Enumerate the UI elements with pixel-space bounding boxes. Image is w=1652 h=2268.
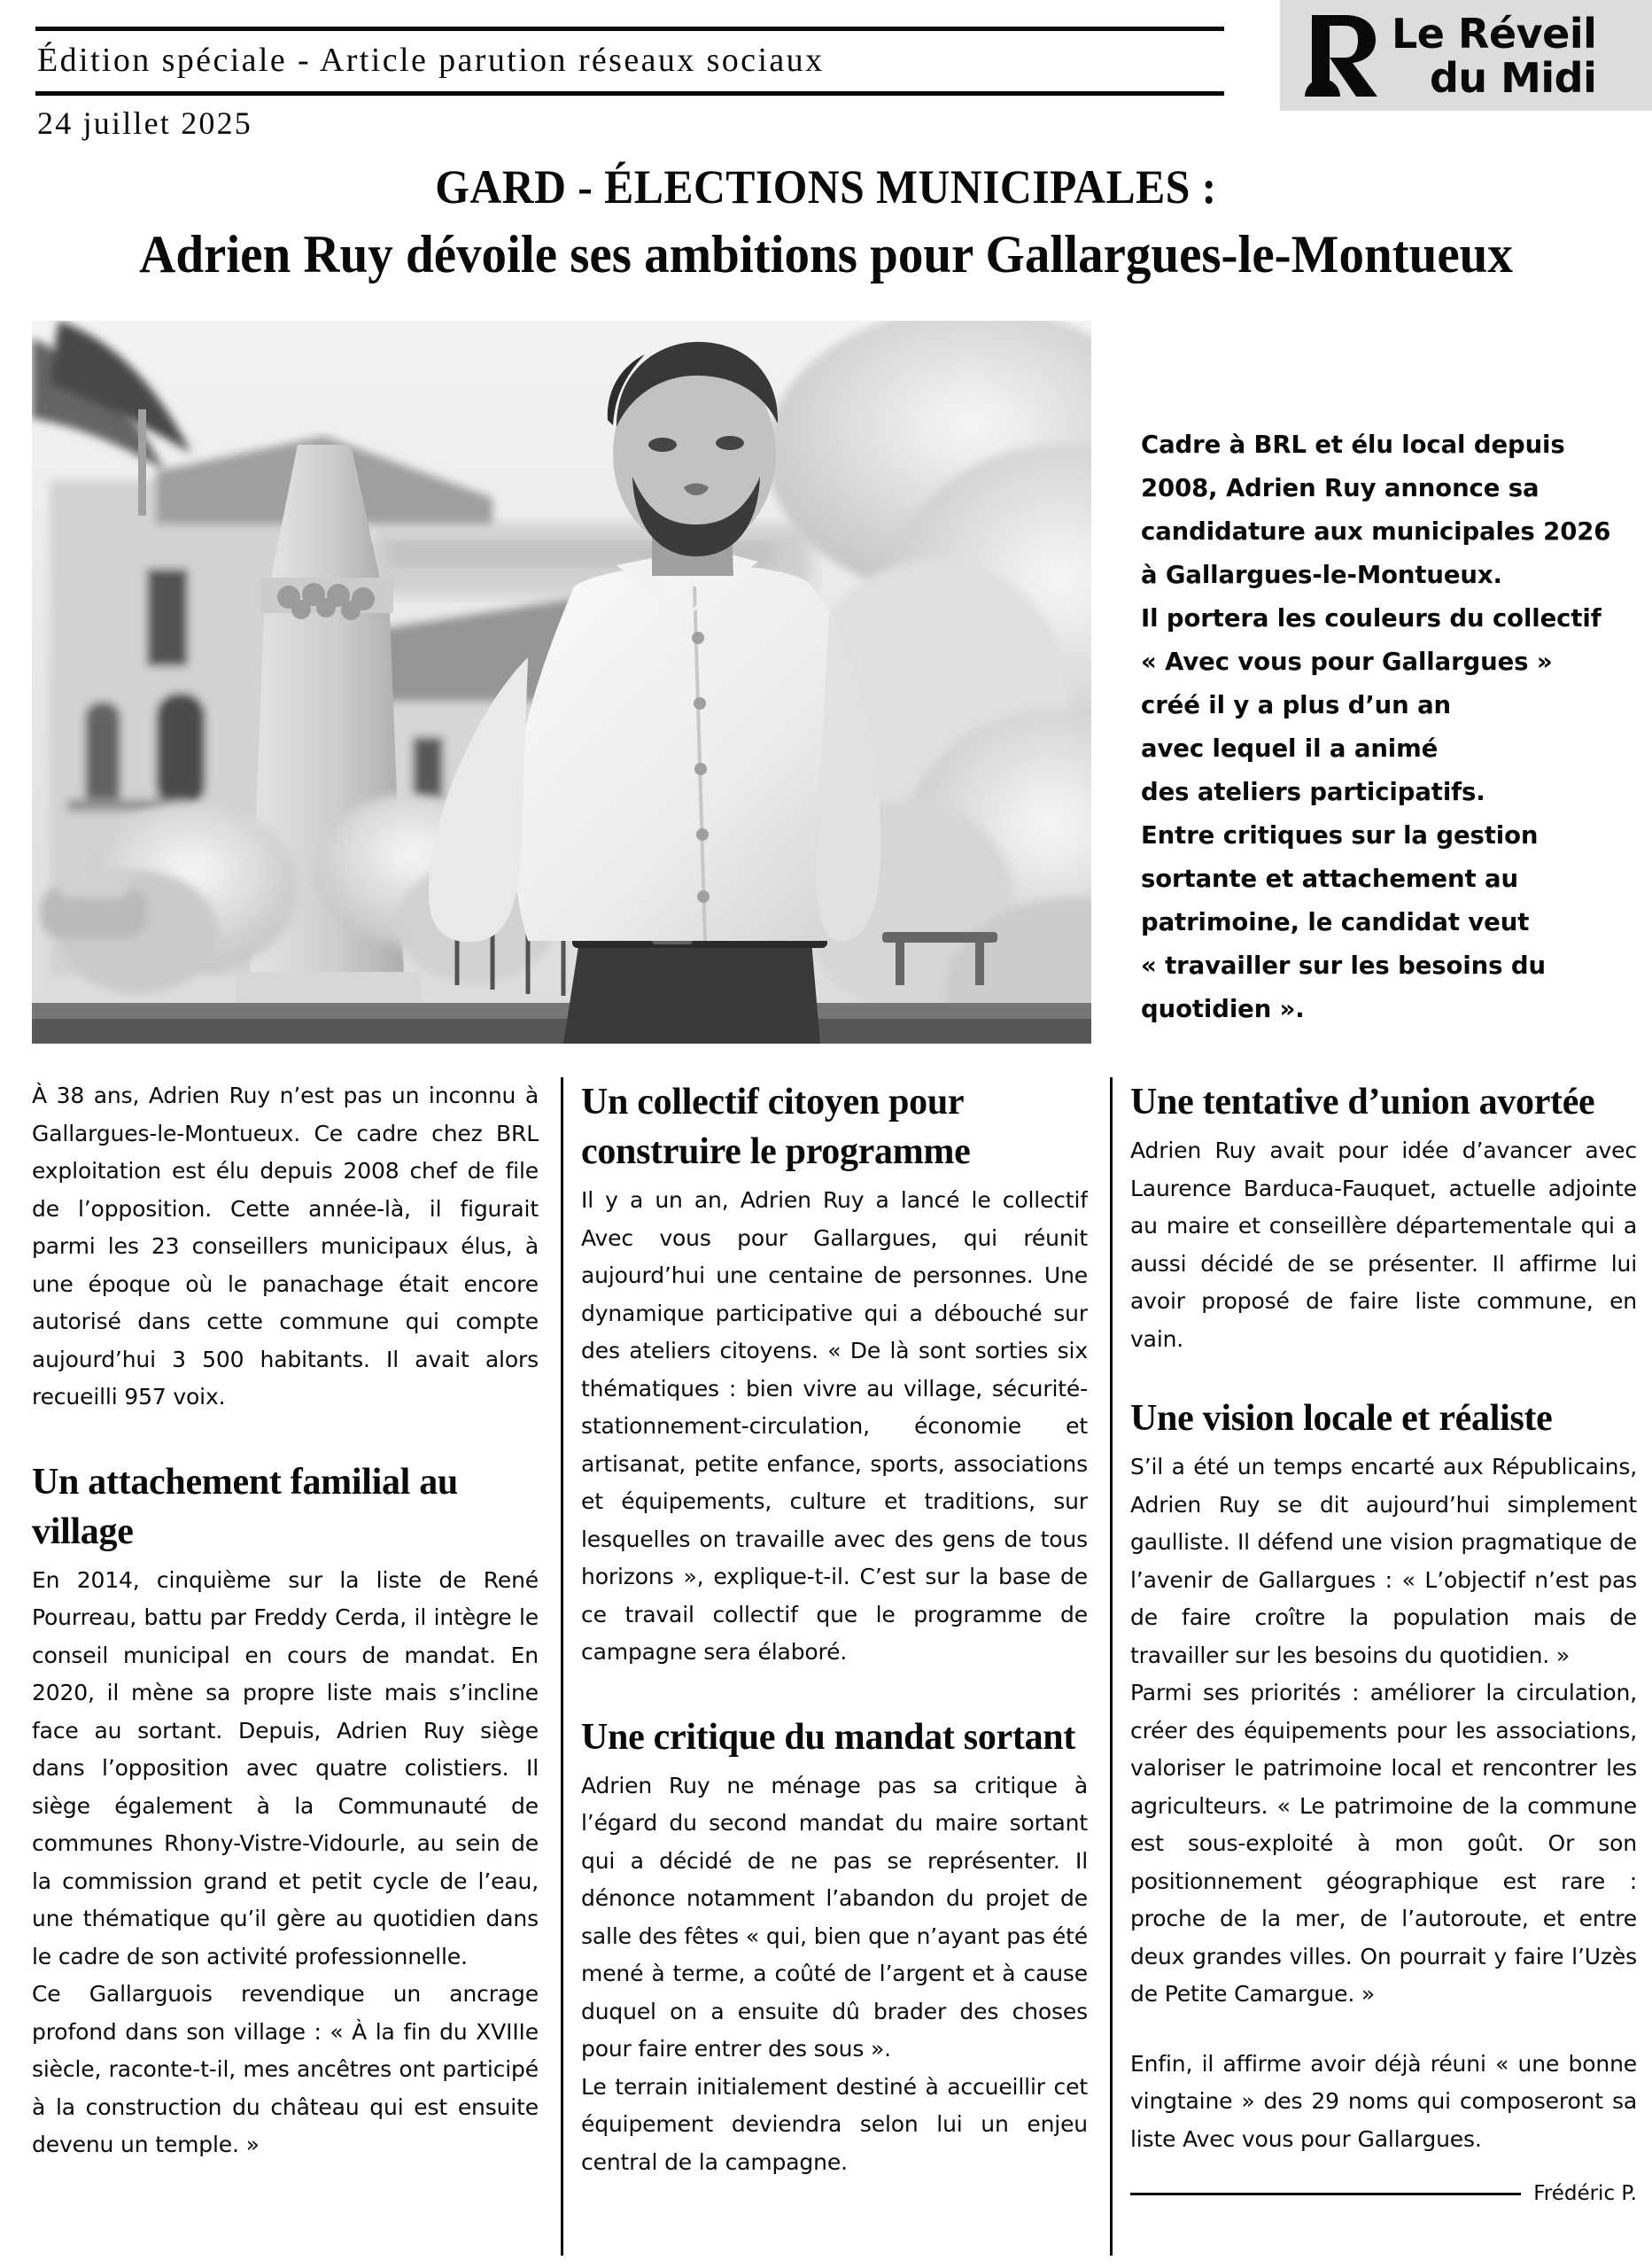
col2-body-paragraph-2: Adrien Ruy ne ménage pas sa critique à l’égard du second mandat du maire sortant qui a décidé de ne pas se représenter. Il dénonce notamment l’abandon du projet de salle des fêtes « qui, bien que n’ayant pas été mené à terme, a coûté de l’argent et à cause duquel on a ensuite dû brader des choses pour faire entrer des sous ». (581, 1772, 1088, 2062)
lead-line: avec lequel il a animé (1141, 734, 1439, 763)
lead-line: à Gallargues-le-Montueux. (1141, 561, 1502, 589)
lead-line: Cadre à BRL et élu local depuis (1141, 431, 1565, 459)
col3-body-paragraph-3: Parmi ses priorités : améliorer la circulation, créer des équipements pour les associations, valoriser le patrimoine local et rencontrer les agriculteurs. « Le patrimoine de la commune est sous-exploité à mon goût. Or son positionnement géographique est rare : proche de la mer, de l’autoroute, et entre deux grandes villes. On pourrait y faire l’Uzès de Petite Camargue. » (1130, 1680, 1637, 2007)
lead-line: Il portera les couleurs du collectif (1141, 604, 1602, 633)
col1-intro-paragraph: À 38 ans, Adrien Ruy n’est pas un inconnu à Gallargues-le-Montueux. Ce cadre chez BRL exploitation est élu depuis 2008 chef de file de l’opposition. Cette année-là, il figurait parmi les 23 conseillers municipaux élus, à une époque où le panachage était encore autorisé dans cette commune qui compte aujourd’hui 3 500 habitants. Il avait alors recueilli 957 voix. (32, 1083, 539, 1410)
column-divider-2 (1110, 1077, 1113, 2256)
lead-line: « travailler sur les besoins du (1141, 951, 1546, 980)
column-3 (1130, 1077, 1637, 2256)
col3-body-paragraph-2: S’il a été un temps encarté aux Républicains, Adrien Ruy se dit aujourd’hui simplement gaulliste. Il défend une vision pragmatique de l’avenir de Gallargues : « L’objectif n’est pas de faire croître la population mais de travailler sur les besoins du quotidien. » (1130, 1454, 1637, 1668)
headline-kicker: GARD - ÉLECTIONS MUNICIPALES : (435, 160, 1217, 214)
column-1 (32, 1077, 539, 2256)
lead-line: sortante et attachement au (1141, 865, 1518, 893)
col3-subheading-1: Une tentative d’union avortée (1130, 1082, 1595, 1122)
column-2 (581, 1077, 1088, 2256)
article-columns (32, 1077, 1637, 2256)
article-photo (32, 321, 1091, 1044)
masthead (0, 0, 1652, 155)
lead-line: patrimoine, le candidat veut (1141, 908, 1530, 936)
lead-line: quotidien ». (1141, 995, 1305, 1023)
col1-body-paragraph-2: Ce Gallarguois revendique un ancrage profond dans son village : « À la fin du XVIIIe siècle, raconte-t-il, mes ancêtres ont participé à la construction du château qui est ensuite devenu un temple. » (32, 1981, 539, 2157)
col3-subheading-2: Une vision locale et réaliste (1130, 1398, 1553, 1439)
byline-author: Frédéric P. (1533, 2182, 1637, 2205)
col2-subheading-2: Une critique du mandat sortant (581, 1716, 1076, 1758)
logo-line-2: du Midi (1429, 53, 1597, 102)
lead-line: candidature aux municipales 2026 (1141, 517, 1611, 546)
lead-line: Entre critiques sur la gestion (1141, 821, 1539, 850)
edition-label: Édition spéciale - Article parution réseaux sociaux (37, 42, 825, 79)
article-lead (1141, 423, 1648, 1031)
reveil-r-sun-icon (1299, 12, 1384, 100)
col2-subheading-1: Un collectif citoyen pour construire le programme (581, 1082, 971, 1172)
col3-body-paragraph-4: Enfin, il affirme avoir déjà réuni « une bonne vingtaine » des 29 noms qui composeront sa liste Avec vous pour Gallargues. (1130, 2050, 1637, 2152)
col1-body-paragraph-1: En 2014, cinquième sur la liste de René Pourreau, battu par Freddy Cerda, il intègre le conseil municipal en cours de mandat. En 2020, il mène sa propre liste mais s’incline face au sortant. Depuis, Adrien Ruy siège dans l’opposition avec quatre colistiers. Il siège également à la Communauté de communes Rhony-Vistre-Vidourle, au sein de la commission grand et petit cycle de l’eau, une thématique qu’il gère au quotidien dans le cadre de son activité professionnelle. (32, 1566, 539, 1969)
column-divider-1 (561, 1077, 563, 2256)
logo-wordmark (1392, 9, 1597, 102)
lead-line: des ateliers participatifs. (1141, 778, 1485, 806)
col2-body-paragraph-3: Le terrain initialement destiné à accueillir cet équipement deviendra selon lui un enjeu central de la campagne. (581, 2073, 1088, 2175)
publication-date: 24 juillet 2025 (37, 105, 252, 141)
masthead-left (35, 27, 1249, 151)
headline-title: Adrien Ruy dévoile ses ambitions pour Gallargues-le-Montueux (139, 225, 1513, 284)
newspaper-logo (1280, 0, 1652, 111)
headline-block (0, 159, 1652, 285)
byline-rule (1130, 2193, 1521, 2195)
byline-block (1130, 2181, 1637, 2206)
lead-line: 2008, Adrien Ruy annonce sa (1141, 474, 1540, 502)
col2-body-paragraph-1: Il y a un an, Adrien Ruy a lancé le collectif Avec vous pour Gallargues, qui réunit aujourd’hui une centaine de personnes. Une dynamique participative qui a débouché sur des ateliers citoyens. « De là sont sorties six thématiques : bien vivre au village, sécurité-stationnement-circulation, économie et artisanat, petite enfance, sports, associations et équipements, culture et traditions, sur lesquelles on travaille avec des gens de tous horizons », explique-t-il. C’est sur la base de ce travail collectif que le programme de campagne sera élaboré. (581, 1187, 1088, 1665)
lead-line: créé il y a plus d’un an (1141, 691, 1452, 719)
col1-subheading: Un attachement familial au village (32, 1461, 458, 1552)
logo-line-1: Le Réveil (1392, 9, 1597, 58)
col3-body-paragraph-1: Adrien Ruy avait pour idée d’avancer avec Laurence Barduca-Fauquet, actuelle adjointe au maire et conseillère départementale qui a aussi décidé de se présenter. Il affirme lui avoir proposé de faire liste commune, en vain. (1130, 1138, 1637, 1352)
lead-line: « Avec vous pour Gallargues » (1141, 648, 1553, 676)
